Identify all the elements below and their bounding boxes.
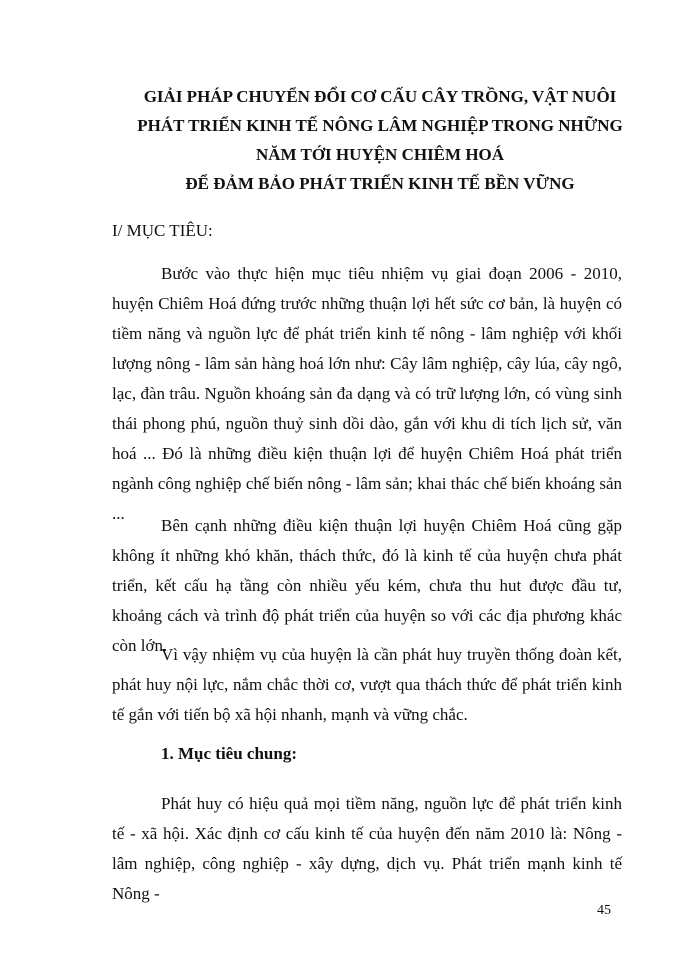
title-line-2: PHÁT TRIỂN KINH TẾ NÔNG LÂM NGHIỆP TRONG NHỮNG	[137, 116, 623, 135]
paragraph-4: Phát huy có hiệu quả mọi tiềm năng, nguồn lực để phát triển kinh tế - xã hội. Xác định cơ cấu kinh tế của huyện đến năm 2010 là: Nông - lâm nghiệp, công nghiệp - xây dựng, dịch vụ. Phát triển mạnh kinh tế Nông -	[112, 794, 622, 903]
section-heading: I/ MỤC TIÊU:	[112, 221, 213, 240]
subheading: 1. Mục tiêu chung:	[161, 744, 297, 763]
page-number: 45	[597, 903, 611, 918]
paragraph-3: Vì vậy nhiệm vụ của huyện là cần phát huy truyền thống đoàn kết, phát huy nội lực, nắm chắc thời cơ, vượt qua thách thức để phát triển kinh tế gắn với tiến bộ xã hội nhanh, mạnh và vững chắc.	[112, 645, 622, 724]
document-title	[100, 82, 660, 198]
paragraph-1: Bước vào thực hiện mục tiêu nhiệm vụ giai đoạn 2006 - 2010, huyện Chiêm Hoá đứng trước những thuận lợi hết sức cơ bản, là huyện có tiềm năng và nguồn lực để phát triển kinh tế nông - lâm nghiệp với khối lượng nông - lâm sản hàng hoá lớn như: Cây lâm nghiệp, cây lúa, cây ngô, lạc, đàn trâu. Nguồn khoáng sản đa dạng và có trữ lượng lớn, có vùng sinh thái phong phú, nguồn thuỷ sinh dồi dào, gắn với khu di tích lịch sử, văn hoá ... Đó là những điều kiện thuận lợi để huyện Chiêm Hoá phát triển ngành công nghiệp chế biến nông - lâm sản; khai thác chế biến khoáng sản ...	[112, 264, 622, 523]
title-line-1: GIẢI PHÁP CHUYỂN ĐỔI CƠ CẤU CÂY TRỒNG, VẬT NUÔI	[143, 87, 617, 106]
paragraph-2: Bên cạnh những điều kiện thuận lợi huyện Chiêm Hoá cũng gặp không ít những khó khăn, thách thức, đó là kinh tế của huyện chưa phát triển, kết cấu hạ tầng còn nhiều yếu kém, chưa thu hut được đầu tư, khoảng cách và trình độ phát triển của huyện so với các địa phương khác còn lớn.	[112, 516, 622, 655]
title-line-4: ĐỂ ĐẢM BẢO PHÁT TRIỂN KINH TẾ BỀN VỮNG	[185, 174, 575, 193]
title-line-3: NĂM TỚI HUYỆN CHIÊM HOÁ	[255, 145, 505, 164]
